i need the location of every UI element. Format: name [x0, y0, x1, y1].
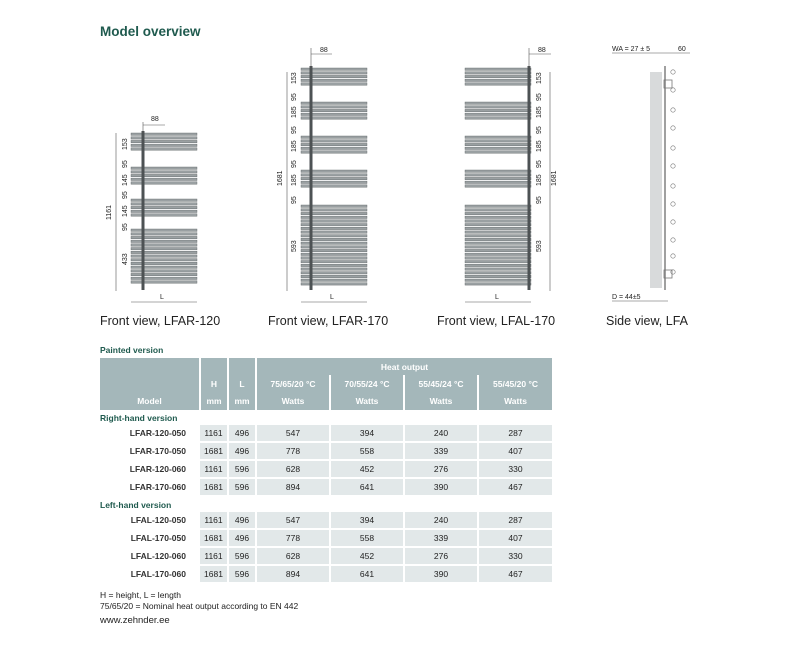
col-unit-4: Watts: [478, 392, 552, 410]
output-cell: 407: [478, 529, 552, 547]
height-cell: 1161: [200, 460, 228, 478]
output-cell: 240: [404, 512, 478, 529]
output-cell: 558: [330, 442, 404, 460]
output-cell: 407: [478, 442, 552, 460]
output-cell: 894: [256, 565, 330, 583]
model-cell: LFAL-120-060: [100, 547, 200, 565]
dim-total-height: 1161: [106, 204, 113, 220]
length-cell: 596: [228, 565, 256, 583]
height-cell: 1161: [200, 425, 228, 442]
table-row: [100, 512, 552, 529]
col-l: L: [228, 375, 256, 392]
dim-95: 95: [536, 196, 543, 204]
dim-95: 95: [291, 93, 298, 101]
table-row: [100, 529, 552, 547]
output-cell: 390: [404, 565, 478, 583]
output-cell: 547: [256, 512, 330, 529]
output-cell: 628: [256, 460, 330, 478]
dim-95: 95: [536, 93, 543, 101]
output-cell: 467: [478, 565, 552, 583]
page-title: Model overview: [100, 24, 201, 39]
heat-output-table: [100, 358, 552, 584]
radiator-bars: [131, 131, 197, 290]
table-row: [100, 478, 552, 496]
col-unit-3: Watts: [404, 392, 478, 410]
col-temp-2: 70/55/24 °C: [330, 375, 404, 392]
dim-pipe-distance: D = 44±5: [612, 294, 641, 301]
col-unit-1: Watts: [256, 392, 330, 410]
side-bar-ends: [671, 70, 675, 274]
output-cell: 287: [478, 425, 552, 442]
dim-95: 95: [536, 126, 543, 134]
table-row: [100, 547, 552, 565]
dim-width-88: 88: [538, 47, 546, 54]
table-row: [100, 565, 552, 583]
dim-width-88: 88: [320, 47, 328, 54]
model-cell: LFAL-170-050: [100, 529, 200, 547]
length-cell: 596: [228, 478, 256, 496]
output-cell: 330: [478, 460, 552, 478]
dim-145: 145: [122, 174, 129, 186]
output-cell: 394: [330, 425, 404, 442]
length-cell: 496: [228, 529, 256, 547]
model-cell: LFAR-120-060: [100, 460, 200, 478]
dim-95: 95: [291, 126, 298, 134]
heat-output-header: Heat output: [256, 358, 552, 375]
length-cell: 496: [228, 425, 256, 442]
dim-153: 153: [291, 72, 298, 84]
dim-95: 95: [122, 191, 129, 199]
dim-total-height: 1681: [277, 170, 284, 186]
dim-145: 145: [122, 205, 129, 217]
output-cell: 330: [478, 547, 552, 565]
dim-185: 185: [291, 140, 298, 152]
dim-95: 95: [291, 160, 298, 168]
output-cell: 452: [330, 547, 404, 565]
output-cell: 628: [256, 547, 330, 565]
dim-593: 593: [536, 240, 543, 252]
height-cell: 1681: [200, 565, 228, 583]
height-cell: 1161: [200, 512, 228, 529]
height-cell: 1161: [200, 547, 228, 565]
caption-lfar-120: Front view, LFAR-120: [100, 314, 221, 328]
output-cell: 547: [256, 425, 330, 442]
dim-185: 185: [291, 106, 298, 118]
drawing-lfar-120: [106, 116, 197, 302]
dim-153: 153: [122, 138, 129, 150]
output-cell: 339: [404, 529, 478, 547]
length-cell: 496: [228, 442, 256, 460]
col-h-unit: mm: [200, 392, 228, 410]
model-cell: LFAL-120-050: [100, 512, 200, 529]
radiator-bars: [301, 66, 367, 290]
model-cell: LFAL-170-060: [100, 565, 200, 583]
model-cell: LFAR-170-060: [100, 478, 200, 496]
col-model: Model: [100, 392, 200, 410]
dim-length: L: [160, 294, 164, 301]
output-cell: 339: [404, 442, 478, 460]
output-cell: 641: [330, 478, 404, 496]
standard-note: 75/65/20 = Nominal heat output according to EN 442: [100, 601, 299, 611]
dim-95: 95: [536, 160, 543, 168]
height-cell: 1681: [200, 478, 228, 496]
length-cell: 496: [228, 512, 256, 529]
col-l-unit: mm: [228, 392, 256, 410]
dim-185: 185: [291, 174, 298, 186]
col-temp-4: 55/45/20 °C: [478, 375, 552, 392]
output-cell: 390: [404, 478, 478, 496]
length-cell: 596: [228, 547, 256, 565]
dim-length: L: [330, 294, 334, 301]
dim-185: 185: [536, 106, 543, 118]
footnotes: [100, 590, 298, 626]
col-temp-1: 75/65/20 °C: [256, 375, 330, 392]
dim-433: 433: [122, 253, 129, 265]
dim-95: 95: [122, 160, 129, 168]
dim-total-height: 1681: [551, 170, 558, 186]
output-cell: 558: [330, 529, 404, 547]
dim-length: L: [495, 294, 499, 301]
table-title: Painted version: [100, 345, 164, 355]
col-h: H: [200, 375, 228, 392]
dim-width-88: 88: [151, 116, 159, 123]
dim-153: 153: [536, 72, 543, 84]
length-cell: 596: [228, 460, 256, 478]
group-label: Left-hand version: [100, 496, 552, 512]
caption-side-view: Side view, LFA: [606, 314, 688, 328]
output-cell: 276: [404, 460, 478, 478]
model-cell: LFAR-120-050: [100, 425, 200, 442]
dim-95: 95: [291, 196, 298, 204]
table-row: [100, 460, 552, 478]
height-cell: 1681: [200, 529, 228, 547]
output-cell: 287: [478, 512, 552, 529]
output-cell: 452: [330, 460, 404, 478]
dim-185: 185: [536, 174, 543, 186]
legend-note: H = height, L = length: [100, 590, 181, 600]
caption-lfal-170: Front view, LFAL-170: [437, 314, 556, 328]
output-cell: 894: [256, 478, 330, 496]
output-cell: 276: [404, 547, 478, 565]
table-row: [100, 425, 552, 442]
col-unit-2: Watts: [330, 392, 404, 410]
drawing-lfal-170: [465, 47, 558, 302]
table-row: [100, 442, 552, 460]
model-cell: LFAR-170-050: [100, 442, 200, 460]
drawing-lfar-170: [277, 47, 367, 302]
output-cell: 240: [404, 425, 478, 442]
group-label: Right-hand version: [100, 410, 552, 425]
radiator-bars: [465, 66, 531, 290]
technical-drawings: [0, 40, 800, 312]
col-temp-3: 55/45/24 °C: [404, 375, 478, 392]
output-cell: 467: [478, 478, 552, 496]
dim-185: 185: [536, 140, 543, 152]
output-cell: 641: [330, 565, 404, 583]
dim-95: 95: [122, 223, 129, 231]
output-cell: 394: [330, 512, 404, 529]
output-cell: 778: [256, 529, 330, 547]
caption-lfar-170: Front view, LFAR-170: [268, 314, 389, 328]
drawing-side-view: [612, 46, 690, 301]
dim-depth-60: 60: [678, 46, 686, 53]
output-cell: 778: [256, 442, 330, 460]
dim-wall-distance: WA = 27 ± 5: [612, 46, 651, 53]
dim-593: 593: [291, 240, 298, 252]
height-cell: 1681: [200, 442, 228, 460]
website-link[interactable]: www.zehnder.ee: [100, 615, 170, 626]
